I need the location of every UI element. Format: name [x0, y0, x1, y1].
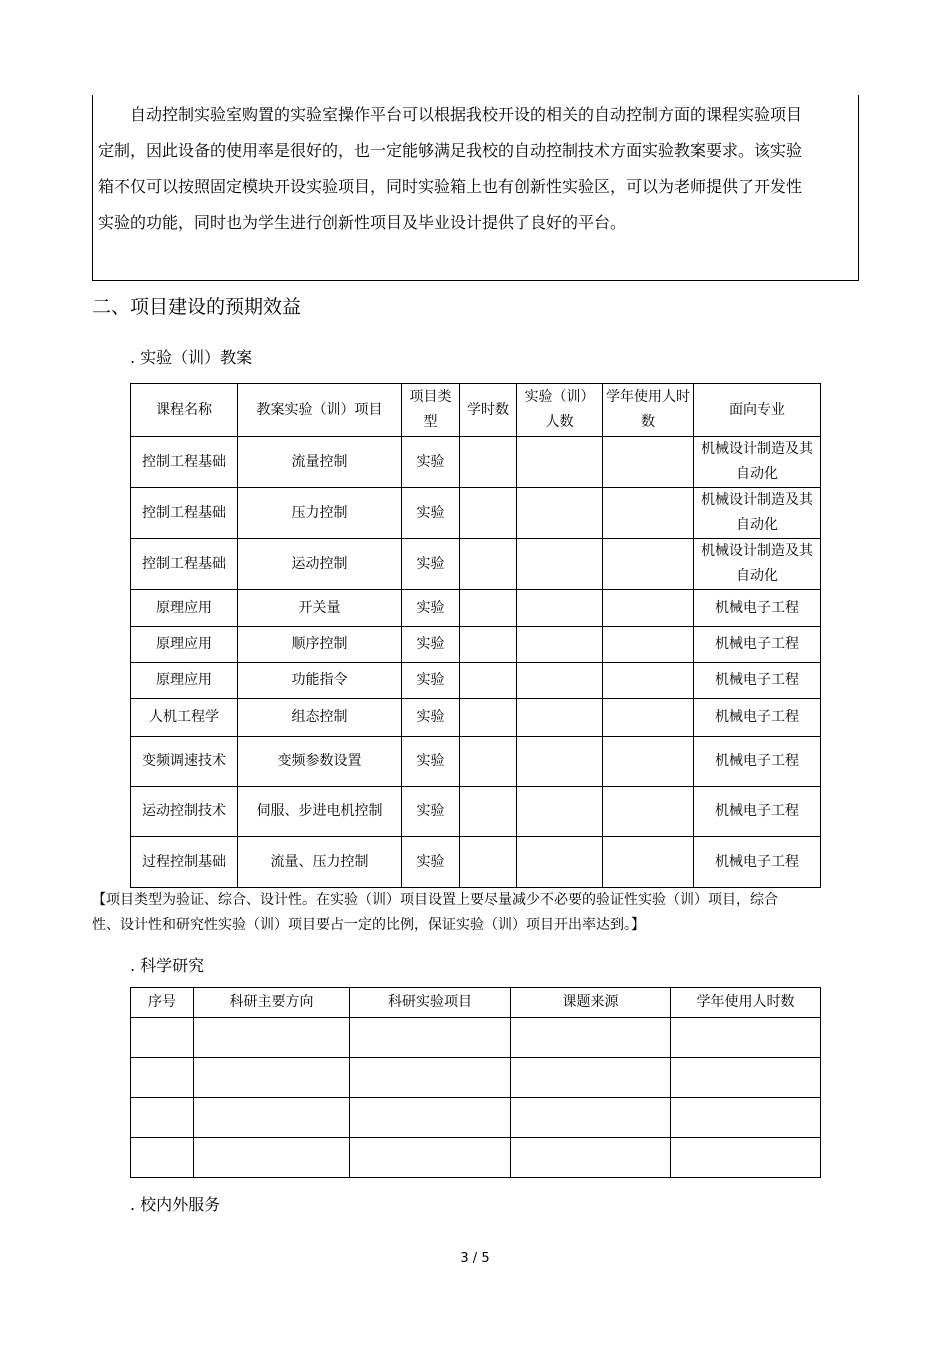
header-cell: 科研主要方向 [194, 988, 350, 1018]
table-cell: 变频参数设置 [238, 737, 402, 787]
table-row [131, 663, 821, 699]
table-cell [460, 663, 517, 699]
table-cell [460, 837, 517, 888]
table-header-row [131, 384, 821, 437]
table-cell [517, 699, 603, 737]
table-row [131, 488, 821, 539]
subsection-service: . 校内外服务 [130, 1195, 221, 1214]
table-cell [603, 737, 694, 787]
table-cell [131, 1058, 194, 1098]
table-cell [517, 627, 603, 663]
table-cell [350, 1018, 511, 1058]
table-cell: 流量控制 [238, 437, 402, 488]
table-row [131, 737, 821, 787]
header-cell: 项目类型 [402, 384, 460, 437]
table-cell: 实验 [402, 737, 460, 787]
table-cell [517, 663, 603, 699]
table-cell [603, 699, 694, 737]
table-cell [517, 837, 603, 888]
header-cell: 学年使用人时数 [671, 988, 821, 1018]
table-cell [460, 787, 517, 837]
table-cell: 流量、压力控制 [238, 837, 402, 888]
table-cell [131, 1138, 194, 1178]
table-cell: 原理应用 [131, 627, 238, 663]
table-cell: 机械设计制造及其自动化 [694, 488, 821, 539]
table-cell [603, 539, 694, 590]
table-cell: 实验 [402, 663, 460, 699]
table-cell [131, 1098, 194, 1138]
header-cell: 课题来源 [511, 988, 671, 1018]
teaching-table [130, 383, 821, 888]
table-cell [131, 1018, 194, 1058]
table-cell: 过程控制基础 [131, 837, 238, 888]
table-row [131, 590, 821, 627]
table-cell: 机械电子工程 [694, 663, 821, 699]
table-row [131, 699, 821, 737]
table-row [131, 437, 821, 488]
table-cell: 开关量 [238, 590, 402, 627]
table-cell: 机械电子工程 [694, 590, 821, 627]
table-row [131, 1018, 821, 1058]
table-cell [194, 1138, 350, 1178]
header-cell: 科研实验项目 [350, 988, 511, 1018]
table-cell [194, 1098, 350, 1138]
table-cell: 机械电子工程 [694, 627, 821, 663]
table-cell [350, 1058, 511, 1098]
table-cell [671, 1098, 821, 1138]
table-cell [517, 787, 603, 837]
intro-box [92, 95, 859, 281]
table-cell [603, 663, 694, 699]
header-cell: 教案实验（训）项目 [238, 384, 402, 437]
table-cell [460, 737, 517, 787]
header-cell: 序号 [131, 988, 194, 1018]
table-cell: 压力控制 [238, 488, 402, 539]
table-cell [517, 737, 603, 787]
table-cell [603, 787, 694, 837]
table-cell: 实验 [402, 787, 460, 837]
header-cell: 课程名称 [131, 384, 238, 437]
table-cell [460, 539, 517, 590]
table-cell: 机械电子工程 [694, 837, 821, 888]
research-table [130, 987, 821, 1178]
table-cell [603, 590, 694, 627]
table-cell: 机械设计制造及其自动化 [694, 437, 821, 488]
table-row [131, 627, 821, 663]
table-cell [194, 1058, 350, 1098]
table-cell [511, 1058, 671, 1098]
table-cell [350, 1138, 511, 1178]
table-cell: 原理应用 [131, 663, 238, 699]
table-note: 【项目类型为验证、综合、设计性。在实验（训）项目设置上要尽量减少不必要的验证性实验（训）项目，综合性、设计性和研究性实验（训）项目要占一定的比例，保证实验（训）项目开出率达到。】 [92, 892, 778, 933]
header-cell: 学年使用人时数 [603, 384, 694, 437]
table-cell: 实验 [402, 590, 460, 627]
table-row [131, 1138, 821, 1178]
table-cell: 实验 [402, 837, 460, 888]
table-cell [671, 1138, 821, 1178]
table-cell: 机械电子工程 [694, 699, 821, 737]
table-header-row [131, 988, 821, 1018]
table-cell: 实验 [402, 488, 460, 539]
table-cell: 机械电子工程 [694, 787, 821, 837]
table-cell [603, 488, 694, 539]
header-cell: 面向专业 [694, 384, 821, 437]
table-cell [194, 1018, 350, 1058]
table-cell [460, 437, 517, 488]
table-cell [460, 699, 517, 737]
table-cell: 原理应用 [131, 590, 238, 627]
table-cell: 运动控制技术 [131, 787, 238, 837]
header-cell: 实验（训）人数 [517, 384, 603, 437]
table-cell: 功能指令 [238, 663, 402, 699]
table-cell: 控制工程基础 [131, 437, 238, 488]
table-cell: 顺序控制 [238, 627, 402, 663]
table-cell [460, 627, 517, 663]
table-cell [517, 488, 603, 539]
subsection-teaching: . 实验（训）教案 [130, 348, 253, 367]
table-cell: 机械设计制造及其自动化 [694, 539, 821, 590]
table-cell [517, 590, 603, 627]
table-cell: 人机工程学 [131, 699, 238, 737]
table-cell [511, 1098, 671, 1138]
table-cell [517, 539, 603, 590]
page-number: 3 / 5 [460, 1251, 490, 1266]
table-cell: 控制工程基础 [131, 539, 238, 590]
table-row [131, 539, 821, 590]
table-cell: 伺服、步进电机控制 [238, 787, 402, 837]
table-row [131, 1058, 821, 1098]
subsection-research: . 科学研究 [130, 956, 205, 975]
table-cell: 实验 [402, 437, 460, 488]
table-cell [511, 1018, 671, 1058]
table-cell [603, 837, 694, 888]
table-row [131, 787, 821, 837]
table-cell [671, 1018, 821, 1058]
table-cell: 运动控制 [238, 539, 402, 590]
table-cell [517, 437, 603, 488]
table-cell [460, 488, 517, 539]
table-cell: 组态控制 [238, 699, 402, 737]
table-row [131, 837, 821, 888]
intro-paragraph: 自动控制实验室购置的实验室操作平台可以根据我校开设的相关的自动控制方面的课程实验项目定制，因此设备的使用率是很好的，也一定能够满足我校的自动控制技术方面实验教案要求。该实验箱不仅可以按照固定模块开设实验项目，同时实验箱上也有创新性实验区，可以为老师提供了开发性实验的功能，同时也为学生进行创新性项目及毕业设计提供了良好的平台。 [98, 105, 803, 232]
table-cell [671, 1058, 821, 1098]
table-cell [460, 590, 517, 627]
table-cell [350, 1098, 511, 1138]
table-cell [603, 627, 694, 663]
table-cell: 实验 [402, 539, 460, 590]
table-cell: 变频调速技术 [131, 737, 238, 787]
table-cell: 实验 [402, 699, 460, 737]
table-cell [603, 437, 694, 488]
header-cell: 学时数 [460, 384, 517, 437]
table-cell: 控制工程基础 [131, 488, 238, 539]
table-cell [511, 1138, 671, 1178]
section-title: 二、项目建设的预期效益 [92, 296, 302, 318]
table-cell: 机械电子工程 [694, 737, 821, 787]
table-row [131, 1098, 821, 1138]
table-cell: 实验 [402, 627, 460, 663]
